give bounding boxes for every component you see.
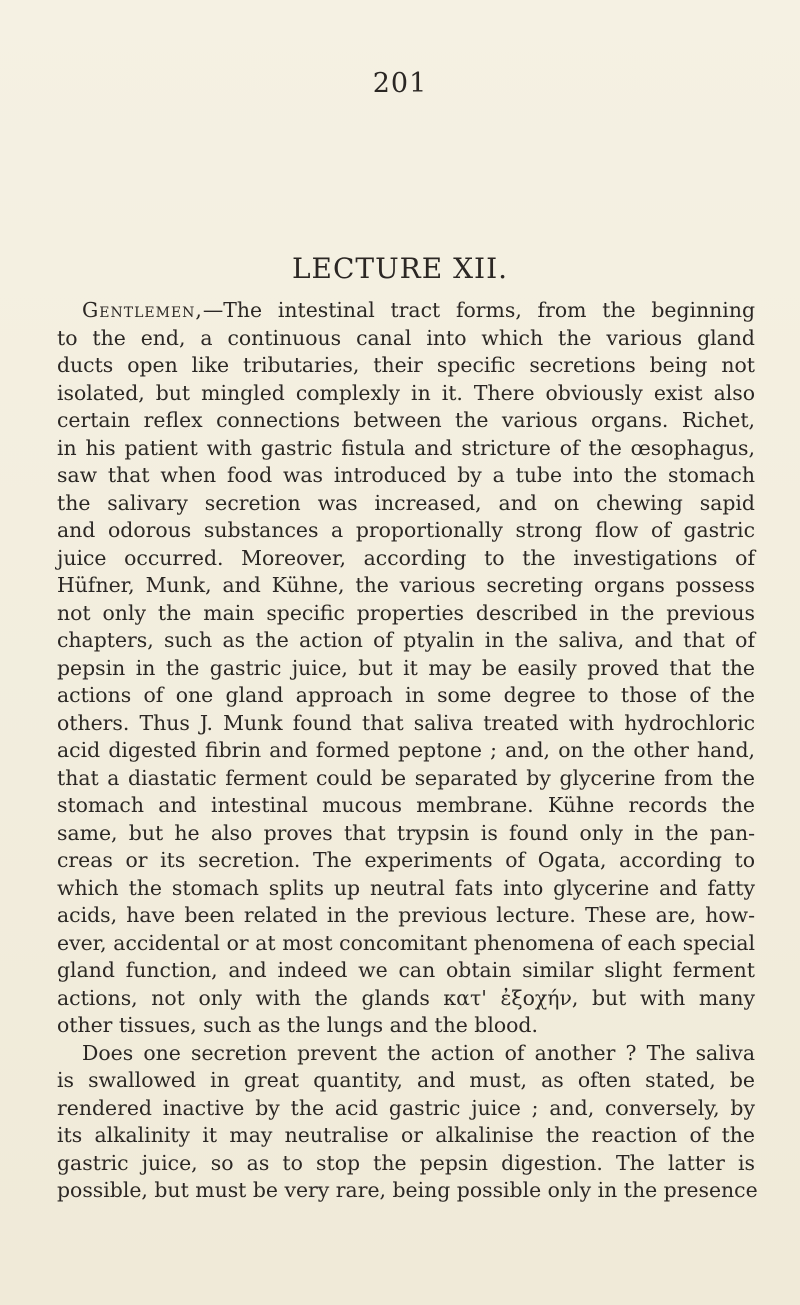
text-line: other tissues, such as the lungs and the blood. (57, 1013, 538, 1037)
text-line: is swallowed in great quantity, and must, as often stated, be (57, 1068, 755, 1092)
page-number: 201 (372, 68, 428, 99)
text-line: Does one secretion prevent the action of another ? The saliva (82, 1040, 755, 1065)
text-line: rendered inactive by the acid gastric juice ; and, conversely, by (57, 1095, 755, 1120)
body-text (57, 297, 758, 1205)
text-line: juice occurred. Moreover, according to the investigations of (57, 545, 755, 570)
text-line: and odorous substances a proportionally strong flow of gastric (57, 518, 755, 542)
text-line: saw that when food was introduced by a tube into the stomach (57, 463, 755, 487)
text-line: acid digested fibrin and formed peptone ; and, on the other hand, (57, 738, 755, 762)
text-line: the salivary secretion was increased, and on chewing sapid (57, 490, 755, 515)
text-line: Hüfner, Munk, and Kühne, the various secreting organs possess (57, 573, 755, 597)
text-line: actions, not only with the glands κατ' ἐξοχήν, but with many (57, 985, 755, 1010)
text-line: actions of one gland approach in some degree to those of the (57, 683, 755, 707)
text-line: that a diastatic ferment could be separated by glycerine from the (57, 765, 755, 790)
text-line: gland function, and indeed we can obtain similar slight ferment (57, 958, 755, 982)
text-line: not only the main specific properties described in the previous (57, 600, 755, 625)
text-line: which the stomach splits up neutral fats into glycerine and fatty (57, 875, 755, 900)
text-line: ducts open like tributaries, their specific secretions being not (57, 353, 755, 377)
text-line: ever, accidental or at most concomitant phenomena of each special (57, 930, 755, 955)
lecture-title: LECTURE XII. (291, 252, 509, 285)
text-line: isolated, but mingled complexly in it. There obviously exist also (57, 380, 755, 405)
text-line: creas or its secretion. The experiments of Ogata, according to (57, 848, 755, 872)
text-line: others. Thus J. Munk found that saliva treated with hydrochloric (57, 710, 755, 735)
text-line: stomach and intestinal mucous membrane. Kühne records the (57, 793, 755, 817)
text-line: chapters, such as the action of ptyalin in the saliva, and that of (57, 628, 755, 652)
text-line: its alkalinity it may neutralise or alkalinise the reaction of the (57, 1123, 755, 1147)
text-line: acids, have been related in the previous lecture. These are, how- (57, 903, 755, 927)
text-line: Gentlemen,—The intestinal tract forms, from the beginning (82, 298, 755, 322)
salutation: Gentlemen, (82, 298, 203, 322)
text-line: in his patient with gastric fistula and stricture of the œsophagus, (57, 435, 755, 460)
text-line: to the end, a continuous canal into which the various gland (57, 325, 755, 350)
text-line: gastric juice, so as to stop the pepsin digestion. The latter is (57, 1150, 755, 1175)
text-line: pepsin in the gastric juice, but it may be easily proved that the (57, 655, 755, 680)
text-line: certain reflex connections between the various organs. Richet, (57, 408, 755, 432)
text-line: same, but he also proves that trypsin is found only in the pan- (57, 820, 755, 845)
text-line: possible, but must be very rare, being possible only in the presence (57, 1178, 758, 1202)
